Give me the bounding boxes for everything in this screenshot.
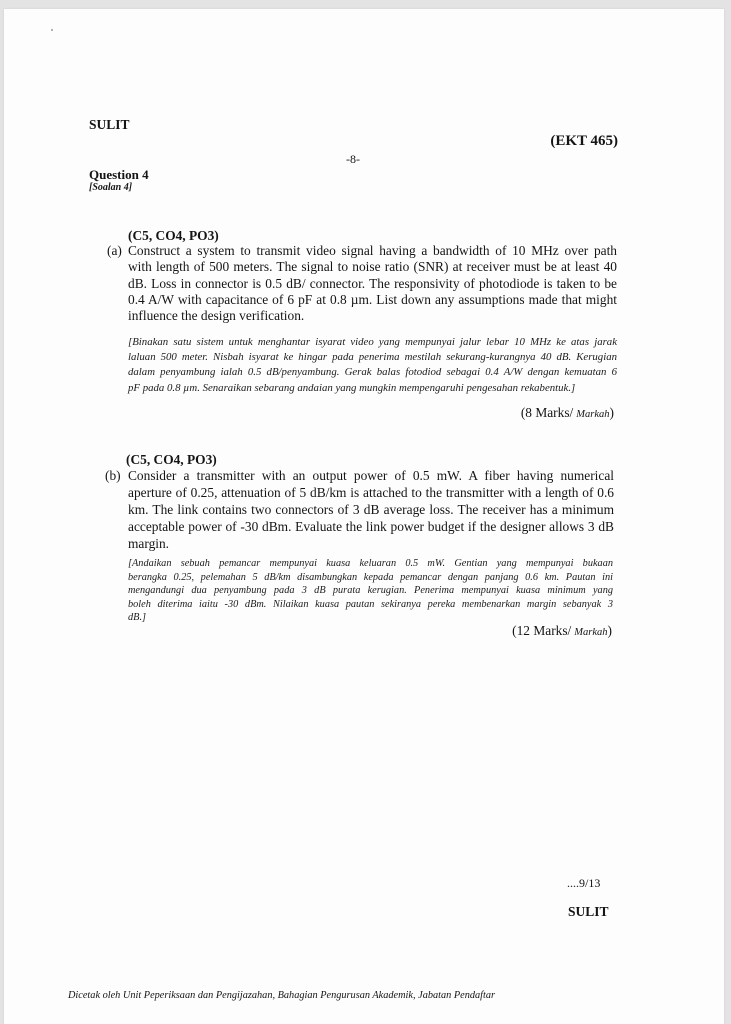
part-a-english-line: dB. Loss in connector is 0.5 dB/ connector. The responsivity of photodiode is taken to be — [128, 275, 617, 291]
marks-label: (12 Marks/ — [512, 623, 572, 638]
part-b-malay-line: mengandungi dua penyambung pada 3 dB purata kerugian. Penerima mempunyai kuasa minimum yang — [128, 585, 613, 597]
marks-label-malay: Markah — [574, 627, 608, 638]
part-a-malay-line: pF pada 0.8 µm. Senaraikan sebarang andaian yang mungkin mempengaruhi pengesahan rekabentuk.] — [128, 381, 576, 394]
part-b-english-line: km. The link contains two connectors of 3 dB average loss. The receiver has a minimum — [128, 502, 614, 517]
footer-classification: SULIT — [568, 904, 609, 919]
part-b-malay-line: berangka 0.25, pelemahan 5 dB/km disambungkan kepada pemancar dengan panjang 0.6 km. Pautan ini — [128, 571, 613, 583]
part-b-label: (b) — [105, 468, 121, 483]
part-b-marks — [512, 623, 612, 639]
next-page-indicator: ....9/13 — [567, 876, 601, 890]
part-a-english-line: Construct a system to transmit video signal having a bandwidth of 10 MHz over path — [128, 243, 617, 258]
part-b-english-line: Consider a transmitter with an output power of 0.5 mW. A fiber having numerical — [128, 468, 614, 483]
part-a-question-english — [128, 243, 617, 324]
part-a-english-line: with length of 500 meters. The signal to noise ratio (SNR) at receiver must be at least 40 — [128, 259, 617, 275]
part-a-outcomes: (C5, CO4, PO3) — [128, 228, 219, 243]
part-a-english-line: 0.4 A/W with capacitance of 6 pF at 0.8 µm. List down any assumptions made that might — [128, 291, 617, 307]
part-a-question-malay — [128, 335, 617, 396]
part-b-english-line: acceptable power of -30 dBm. Evaluate the link power budget if the designer allows 3 dB — [128, 519, 614, 534]
part-a-marks — [521, 405, 614, 421]
part-a-label: (a) — [107, 243, 122, 258]
part-a-malay-line: laluan 500 meter. Nisbah isyarat ke hingar pada penerima mestilah sekurang-kurangnya 40 dB. Kerugian — [128, 351, 617, 364]
part-b-english-line: margin. — [128, 536, 170, 551]
part-a-malay-line: dalam penyambung ialah 0.5 dB/penyambung. Gerak balas fotodiod sebagai 0.4 A/W dengan kemuatan 6 — [128, 366, 617, 379]
header-classification: SULIT — [89, 117, 130, 132]
part-b-malay-line: boleh diterima iaitu -30 dBm. Nilaikan kuasa pautan sekiranya pereka membenarkan margin sebanyak 3 — [128, 598, 613, 610]
part-b-english-line: aperture of 0.25, attenuation of 5 dB/km is attached to the transmitter with a length of 0.6 — [128, 485, 614, 500]
course-code: (EKT 465) — [550, 133, 618, 149]
part-a-malay-line: [Binakan satu sistem untuk menghantar isyarat video yang mempunyai jalur lebar 10 MHz ke atas jarak — [128, 336, 617, 348]
marks-close: ) — [609, 405, 614, 420]
question-title-malay: [Soalan 4] — [89, 182, 133, 193]
part-b-malay-line: dB.] — [128, 612, 147, 624]
marks-label-malay: Markah — [576, 409, 610, 420]
part-b-outcomes: (C5, CO4, PO3) — [126, 452, 217, 467]
part-a-english-line: influence the design verification. — [128, 308, 305, 324]
marks-close: ) — [607, 623, 612, 638]
part-b-question-malay — [128, 557, 613, 625]
part-b-question-english — [128, 467, 614, 552]
marks-label: (8 Marks/ — [520, 405, 574, 420]
part-b-malay-line: [Andaikan sebuah pemancar mempunyai kuasa keluaran 0.5 mW. Gentian yang mempunyai bukaan — [128, 558, 613, 569]
page-number: -8- — [346, 152, 360, 166]
printed-by-footer: Dicetak oleh Unit Peperiksaan dan Pengijazahan, Bahagian Pengurusan Akademik, Jabatan Pendaftar — [68, 990, 496, 1001]
question-title: Question 4 — [89, 167, 149, 182]
scan-speck — [51, 29, 53, 31]
